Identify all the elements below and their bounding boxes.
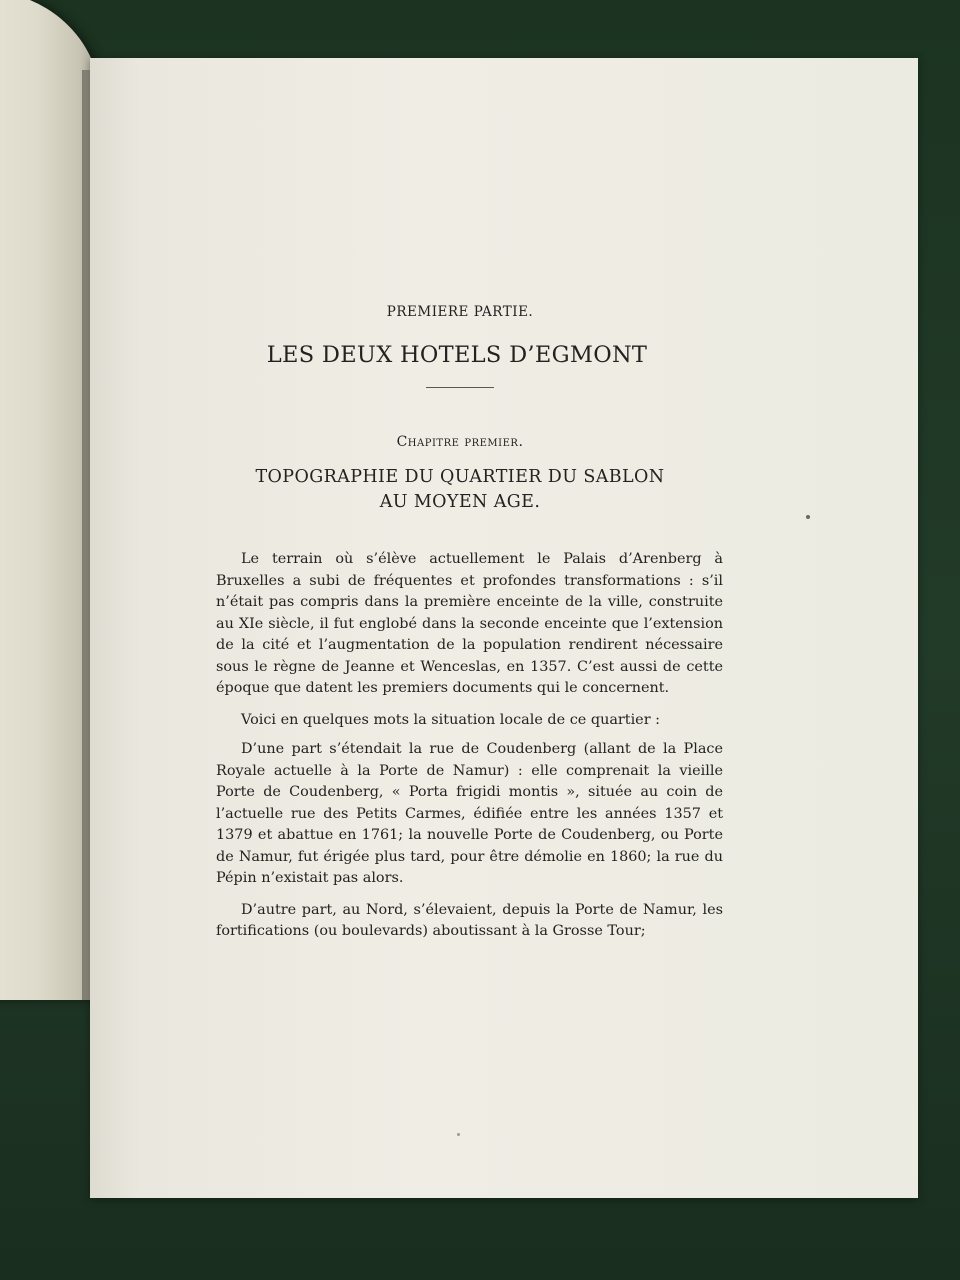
paragraph: D’une part s’étendait la rue de Coudenberg (allant de la Place Royale actuelle à la Porte de Namur) : elle comprenait la vieille Porte de Coudenberg, « Porta frigidi montis », située au coin de l’actuelle rue des Petits Carmes, édifiée entre les années 1357 et 1379 et abattue en 1761; la nouvelle Porte de Coudenberg, ou Porte de Namur, fut érigée plus tard, pour être démolie en 1860; la rue du Pépin n’existait pas alors.: [216, 741, 723, 886]
chapter-label: [90, 434, 830, 450]
paragraph: Voici en quelques mots la situation locale de ce quartier :: [241, 711, 660, 728]
chapter-title: [90, 465, 830, 515]
chapter-label-text: Chapitre premier.: [396, 434, 524, 450]
body-text: [216, 549, 723, 953]
chapter-title-line-2: AU MOYEN AGE.: [379, 492, 541, 512]
paper-speck: [806, 515, 810, 519]
part-label: PREMIERE PARTIE.: [386, 304, 534, 320]
title-divider: [426, 387, 494, 388]
chapter-title-line-1: TOPOGRAPHIE DU QUARTIER DU SABLON: [255, 467, 665, 487]
paragraph: D’autre part, au Nord, s’élevaient, depuis la Porte de Namur, les fortifications (ou boulevards) aboutissant à la Grosse Tour;: [216, 901, 723, 939]
book-page: [90, 58, 918, 1198]
paper-speck: [457, 1133, 460, 1136]
main-title: LES DEUX HOTELS D’EGMONT: [266, 342, 648, 368]
paragraph: Le terrain où s’élève actuellement le Palais d’Arenberg à Bruxelles a subi de fréquentes et profondes transformations : s’il n’était pas compris dans la première enceinte de la ville, construite au XIe siècle, il fut englobé dans la seconde enceinte que l’extension de la cité et l’augmentation de la population rendirent nécessaire sous le règne de Jeanne et Wenceslas, en 1357. C’est aussi de cette époque que datent les premiers documents qui le concernent.: [216, 551, 723, 696]
